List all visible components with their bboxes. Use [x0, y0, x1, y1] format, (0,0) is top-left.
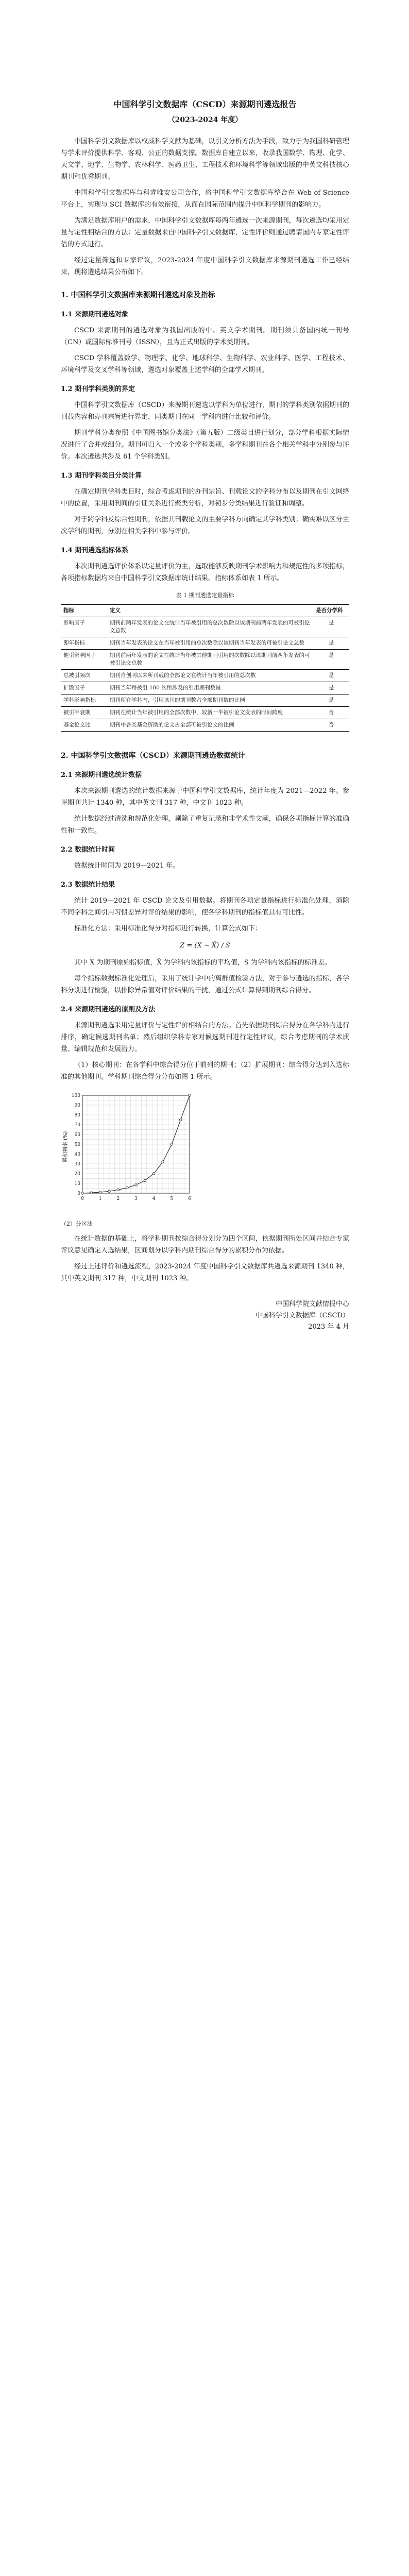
paragraph: 统计数据经过清洗和规范化处理，剔除了重复记录和非学术性文献，确保各项指标计算的准确性和一致性。	[61, 815, 349, 835]
table-cell: 是	[313, 682, 349, 694]
x-tick-label: 6	[188, 1196, 191, 1201]
table-cell: 基金论文比	[61, 719, 107, 732]
table-cell: 期刊当年每被引 100 次所涉及的引用期刊数量	[107, 682, 313, 694]
paragraph: CSCD 来源期刊的遴选对象为我国出版的中、英文学术期刊。期刊须具备国内统一刊号（CN）或国际标准刊号（ISSN），且为正式出版的学术类期刊。	[61, 327, 349, 346]
y-tick-label: 60	[74, 1132, 80, 1138]
paragraph: 本次来源期刊遴选的统计数据来源于中国科学引文数据库，统计年度为 2021—2022 年。参评期刊共计 1340 种，其中英文刊 317 种，中文刊 1023 种。	[61, 787, 349, 807]
section-2-heading: 2. 中国科学引文数据库（CSCD）来源期刊遴选数据统计	[61, 752, 246, 760]
table-cell: 期刊前两年发表的论文在统计当年被引用的总次数除以该期刊前两年发表的可被引论文总数	[107, 617, 313, 637]
table-cell: 期刊当年发表的论文在当年被引用的总次数除以该期刊当年发表的可被引论文总数	[107, 637, 313, 650]
section-2-3-heading: 2.3 数据统计结果	[61, 881, 115, 889]
y-tick-label: 0	[77, 1191, 80, 1196]
data-point	[135, 1184, 137, 1186]
table-cell: 即年指标	[61, 637, 107, 650]
paragraph: 在统计数据的基础上，将学科期刊按综合得分划分为四个区间，依据期刊所处区间并结合专家评议意见确定入选结果，区间划分以学科内期刊综合得分的累积分布为依据。	[61, 1235, 349, 1255]
x-tick-label: 2	[116, 1196, 120, 1201]
data-point	[117, 1189, 119, 1191]
signature-org-1: 中国科学院文献情报中心	[275, 1300, 349, 1308]
document-body	[61, 98, 349, 1333]
data-point	[90, 1192, 92, 1194]
y-tick-label: 10	[74, 1181, 80, 1187]
paragraph: 对于跨学科及综合性期刊，依据其刊载论文的主要学科方向确定其学科类别；确实难以区分主次学科的期刊，分别在相关学科中参与评价。	[61, 516, 349, 535]
table-cell: 是	[313, 670, 349, 682]
section-1-1-heading: 1.1 来源期刊遴选对象	[61, 311, 129, 318]
table-cell: 是	[313, 650, 349, 670]
paragraph: 期刊学科分类参照《中国图书馆分类法》（第五版）二级类目进行划分，部分学科根据实际情况进行了合并或细分。期刊可归入一个或多个学科类别，多学科期刊在各个相关学科中分别参与评价。本次遴选共涉及 61 个学科类别。	[61, 429, 349, 461]
table-cell: 否	[313, 719, 349, 732]
table-row	[61, 617, 349, 637]
y-tick-label: 70	[74, 1123, 80, 1128]
signature-date: 2023 年 4 月	[308, 1323, 349, 1331]
intro-paragraph: 中国科学引文数据库以权威科学文献为基础，以引文分析方法为手段，致力于为我国科研管理与学术评价提供科学、客观、公正的数据支撑。数据库自建立以来，收录我国数学、物理、化学、天文学、地学、生物学、农林科学、医药卫生、工程技术和环境科学等领域出版的中英文科技核心期刊和优秀期刊。	[61, 138, 349, 181]
table-row	[61, 637, 349, 650]
chart-ylabel: 累积频率 (%)	[63, 1131, 69, 1163]
table-cell: 是	[313, 617, 349, 637]
table-cell: 被引半衰期	[61, 707, 107, 719]
table-cell: 期刊前两年发表的论文在统计当年被其他期刊引用的次数除以该期刊前两年发表的可被引论文总数	[107, 650, 313, 670]
data-point	[179, 1118, 181, 1121]
table-row	[61, 694, 349, 707]
doc-title: 中国科学引文数据库（CSCD）来源期刊遴选报告	[113, 99, 297, 109]
table-cell: 影响因子	[61, 617, 107, 637]
y-tick-label: 30	[74, 1162, 80, 1167]
section-2-1-heading: 2.1 来源期刊遴选统计数据	[61, 771, 142, 779]
doc-subtitle: （2023-2024 年度）	[167, 116, 243, 124]
table-cell: 学科影响指标	[61, 694, 107, 707]
table-header-cell: 指标	[61, 605, 107, 617]
table-cell: 是	[313, 637, 349, 650]
cumulative-distribution-chart	[61, 1090, 195, 1209]
paragraph: 本次期刊遴选评价体系以定量评价为主，选取能够反映期刊学术影响力和规范性的多项指标，各项指标数据均来自中国科学引文数据库统计结果。指标体系如表 1 所示。	[61, 563, 349, 582]
table-cell: 总被引频次	[61, 670, 107, 682]
figure-caption: （2）分区法	[61, 1221, 93, 1227]
data-point	[152, 1173, 155, 1175]
data-point	[108, 1190, 110, 1192]
paragraph: CSCD 学科覆盖数学、物理学、化学、地球科学、生物科学、农业科学、医学、工程技术、环境科学及交叉学科等领域，遴选对象覆盖上述学科的全部学术期刊。	[61, 354, 349, 374]
table-row	[61, 682, 349, 694]
data-point	[81, 1192, 83, 1194]
intro-paragraph: 经过定量筛选和专家评议，2023-2024 年度中国科学引文数据库来源期刊遴选工作已经结束，现将遴选结果公布如下。	[61, 257, 349, 276]
table-row	[61, 670, 349, 682]
y-tick-label: 90	[74, 1103, 80, 1108]
x-tick-label: 3	[134, 1196, 138, 1201]
table-row	[61, 650, 349, 670]
formula: Z = (X − X̄) / S	[180, 942, 230, 950]
data-point	[189, 1094, 191, 1096]
paragraph: 数据统计时间为 2019—2021 年。	[74, 862, 180, 870]
data-point	[144, 1179, 146, 1181]
intro-paragraph: 为满足数据库用户的需求，中国科学引文数据库每两年遴选一次来源期刊，每次遴选均采用定量与定性相结合的方法：定量数据来自中国科学引文数据库，定性评价则通过聘请国内专家定性评估的方式进行。	[61, 217, 349, 248]
paragraph: 中国科学引文数据库（CSCD）来源期刊遴选以学科为单位进行，期刊的学科类别依据期刊的刊载内容和办刊宗旨进行界定，同类期刊在同一学科内进行比较和评价。	[61, 401, 349, 421]
x-tick-label: 1	[98, 1196, 102, 1201]
y-tick-label: 40	[74, 1152, 80, 1157]
chart-grid	[82, 1095, 190, 1193]
data-point	[99, 1191, 101, 1193]
y-tick-label: 100	[71, 1093, 80, 1098]
table-cell: 期刊自创刊以来所刊载的全部论文在统计当年被引用的总次数	[107, 670, 313, 682]
data-point	[171, 1143, 173, 1145]
paragraph: 来源期刊遴选采用定量评价与定性评价相结合的方法。首先依据期刊综合得分在各学科内进行排序，确定候选期刊名单；然后组织学科专家对候选期刊进行定性评议，综合考虑期刊的学术质量、编辑规范和发展潜力。	[61, 1022, 349, 1053]
table-header-row	[61, 605, 349, 617]
paragraph: 统计 2019—2021 年 CSCD 论文及引用数据。将期刊各项定量指标进行标准化处理，消除不同学科之间引用习惯差异对评价结果的影响，使各学科期刊的指标值具有可比性。	[61, 897, 349, 917]
table-header-cell: 是否分学科	[313, 605, 349, 617]
table-cell: 否	[313, 707, 349, 719]
y-tick-label: 20	[74, 1172, 80, 1177]
paragraph: 标准化方法：采用标准化得分对指标进行转换，计算公式如下：	[74, 925, 262, 933]
section-1-heading: 1. 中国科学引文数据库来源期刊遴选对象及指标	[61, 291, 215, 299]
section-1-3-heading: 1.3 期刊学科类目分类计算	[61, 472, 142, 480]
indicator-table	[61, 604, 349, 732]
table-caption: 表 1 期刊遴选定量指标	[176, 592, 234, 599]
signature-block	[61, 1299, 349, 1333]
x-tick-label: 4	[152, 1196, 156, 1201]
data-point	[126, 1187, 128, 1189]
x-tick-label: 5	[170, 1196, 174, 1201]
table-cell: 期刊在统计当年被引用的全部次数中，较新一半被引论文发表的时间跨度	[107, 707, 313, 719]
table-cell: 他引影响因子	[61, 650, 107, 670]
y-tick-label: 50	[74, 1142, 80, 1147]
table-cell: 期刊中各类基金资助的论文占全部可被引论文的比例	[107, 719, 313, 732]
paragraph: 其中 X 为期刊原始指标值，X̄ 为学科内该指标的平均值，S 为学科内该指标的标准差。	[74, 959, 331, 967]
table-header-cell: 定义	[107, 605, 313, 617]
y-tick-label: 80	[74, 1113, 80, 1118]
paragraph: 每个指标数据标准化处理后，采用了统计学中的离群值检验方法，对于参与遴选的指标，各学科分别进行检验，以排除异常值对评价结果的干扰，通过公式计算得到期刊综合得分。	[61, 975, 349, 994]
table-cell: 扩散因子	[61, 682, 107, 694]
table-cell: 是	[313, 694, 349, 707]
table-row	[61, 719, 349, 732]
chart-ticks	[72, 1093, 191, 1201]
cumulative-chart-container	[61, 1090, 349, 1213]
section-1-2-heading: 1.2 期刊学科类别的界定	[61, 385, 135, 393]
signature-org-2: 中国科学引文数据库（CSCD）	[255, 1312, 349, 1319]
section-1-4-heading: 1.4 期刊遴选指标体系	[61, 547, 129, 554]
paragraph: （1）核心期刊：在各学科中综合得分位于前列的期刊；（2）扩展期刊：综合得分达到入选标准的其他期刊。学科期刊综合得分分布如图 1 所示。	[61, 1061, 349, 1081]
table-cell: 期刊所在学科内，引用该刊的期刊数占全部期刊数的比例	[107, 694, 313, 707]
section-2-2-heading: 2.2 数据统计时间	[61, 846, 115, 854]
table-row	[61, 707, 349, 719]
paragraph: 经过上述评价和遴选流程，2023-2024 年度中国科学引文数据库共遴选来源期刊 1340 种，其中英文期刊 317 种，中文期刊 1023 种。	[61, 1263, 349, 1282]
x-tick-label: 0	[81, 1196, 84, 1201]
paragraph: 在确定期刊学科类目时，综合考虑期刊的办刊宗旨、刊载论文的学科分布以及期刊在引文网络中的位置，采用期刊间的引证关系进行聚类分析，对初步分类结果进行验证和调整。	[61, 488, 349, 507]
data-point	[162, 1161, 164, 1163]
section-2-4-heading: 2.4 来源期刊遴选的原则及方法	[61, 1006, 156, 1013]
intro-paragraph: 中国科学引文数据库与科睿唯安公司合作，将中国科学引文数据库整合在 Web of Science 平台上，实现与 SCI 数据库的有效衔接，从而在国际范围内提升中国科学期刊的影响力。	[61, 189, 349, 209]
